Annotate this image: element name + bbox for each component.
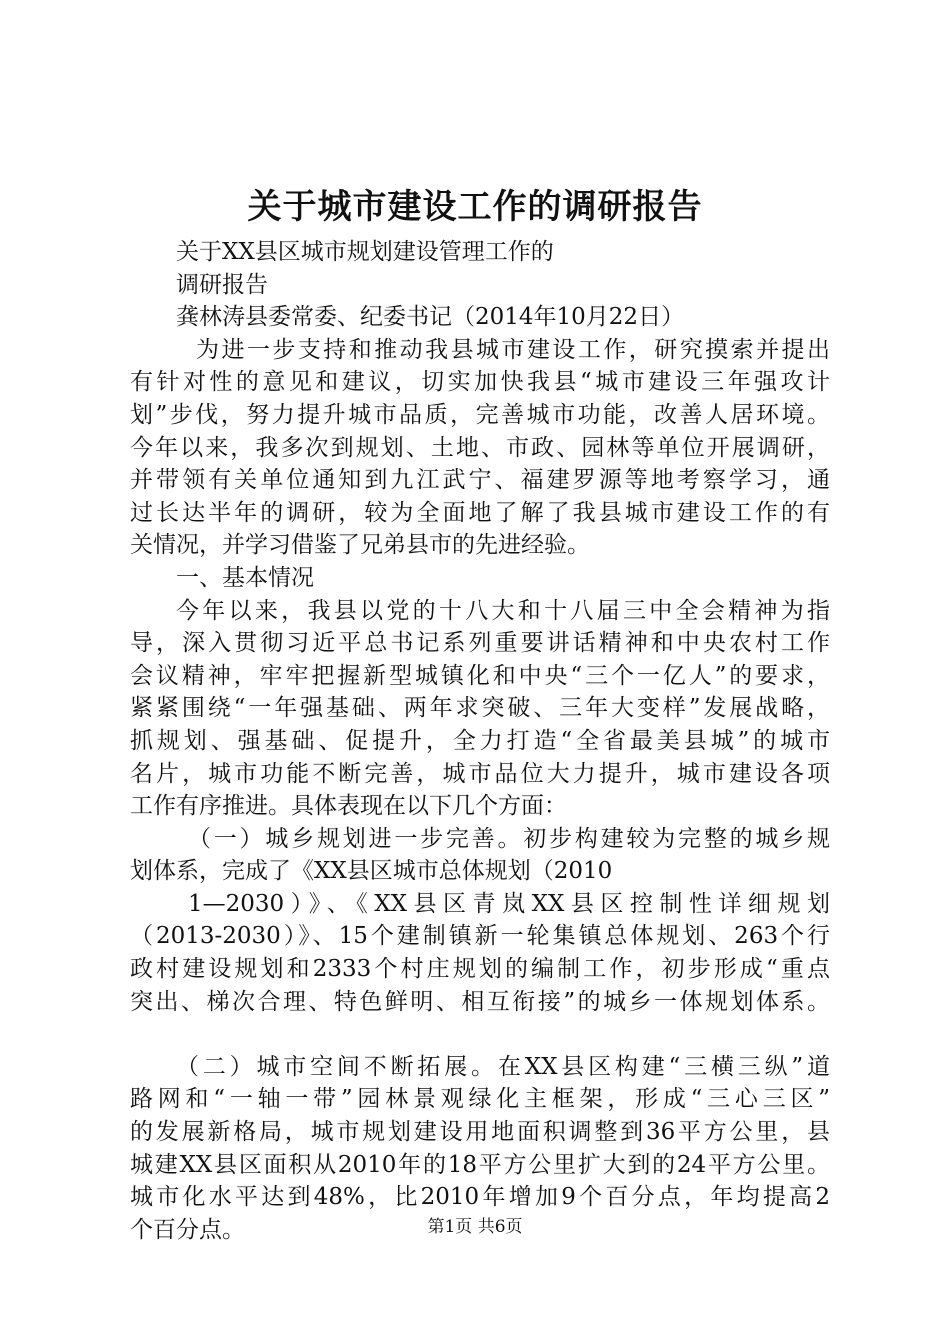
blank-line: [130, 1018, 830, 1051]
page-footer: 第1页 共6页: [427, 1217, 523, 1237]
paragraph-line: 今年以来，我多次到规划、土地、市政、园林等单位开展调研，: [130, 434, 830, 461]
paragraph-line: 为进一步支持和推动我县城市建设工作，研究摸索并提出: [196, 336, 830, 363]
paragraph-line: 会议精神，牢牢把握新型城镇化和中央“三个一亿人”的要求，: [130, 662, 830, 689]
paragraph-line: 过长达半年的调研，较为全面地了解了我县城市建设工作的有: [130, 499, 830, 526]
subtitle-line-1: 关于XX县区城市规划建设管理工作的: [176, 239, 554, 265]
paragraph-line: 有针对性的意见和建议，切实加快我县“城市建设三年强攻计: [130, 369, 830, 396]
paragraph-line: 划体系，完成了《XX县区城市总体规划（2010: [130, 858, 613, 885]
paragraph-line: 关情况，并学习借鉴了兄弟县市的先进经验。: [130, 532, 590, 559]
paragraph-line: 划”步伐，努力提升城市品质，完善城市功能，改善人居环境。: [130, 401, 830, 428]
paragraph-line: 个百分点。: [130, 1216, 245, 1243]
paragraph-line: 导，深入贯彻习近平总书记系列重要讲话精神和中央农村工作: [130, 630, 830, 657]
paragraph-line: 抓规划、强基础、促提升，全力打造“全省最美县城”的城市: [130, 727, 830, 754]
paragraph-line: 名片，城市功能不断完善，城市品位大力提升，城市建设各项: [130, 760, 830, 787]
section-heading: 一、基本情况: [176, 564, 314, 591]
paragraph-line: 工作有序推进。具体表现在以下几个方面：: [130, 793, 567, 820]
paragraph-line: 紧紧围绕“一年强基础、两年求突破、三年大变样”发展战略，: [130, 695, 830, 722]
paragraph-line: 今年以来，我县以党的十八大和十八届三中全会精神为指: [176, 597, 830, 624]
document-title: 关于城市建设工作的调研报告: [247, 187, 703, 227]
paragraph-line: 并带领有关单位通知到九江武宁、福建罗源等地考察学习，通: [130, 467, 830, 494]
author-line: 龚林涛县委常委、纪委书记（2014年10月22日）: [176, 304, 685, 331]
paragraph-line: （二）城市空间不断拓展。在XX县区构建“三横三纵”道: [176, 1053, 830, 1080]
paragraph-line: 政村建设规划和2333个村庄规划的编制工作，初步形成“重点: [130, 956, 830, 983]
subtitle-line-2: 调研报告: [176, 271, 268, 298]
paragraph-line: 突出、梯次合理、特色鲜明、相互衔接”的城乡一体规划体系。: [130, 988, 830, 1015]
paragraph-line: 1—2030）》、《XX县区青岚XX县区控制性详细规划: [188, 890, 830, 917]
paragraph-line: 路网和“一轴一带”园林景观绿化主框架，形成“三心三区”: [130, 1086, 830, 1113]
paragraph-line: 城建XX县区面积从2010年的18平方公里扩大到的24平方公里。: [130, 1151, 830, 1178]
paragraph-line: 城市化水平达到48%，比2010年增加9个百分点，年均提高2: [130, 1184, 830, 1211]
paragraph-line: （2013-2030）》、15个建制镇新一轮集镇总体规划、263个行: [130, 923, 830, 950]
paragraph-line: （一）城乡规划进一步完善。初步构建较为完整的城乡规: [188, 825, 830, 852]
paragraph-line: 的发展新格局，城市规划建设用地面积调整到36平方公里，县: [130, 1119, 830, 1146]
document-body: [130, 236, 830, 1246]
